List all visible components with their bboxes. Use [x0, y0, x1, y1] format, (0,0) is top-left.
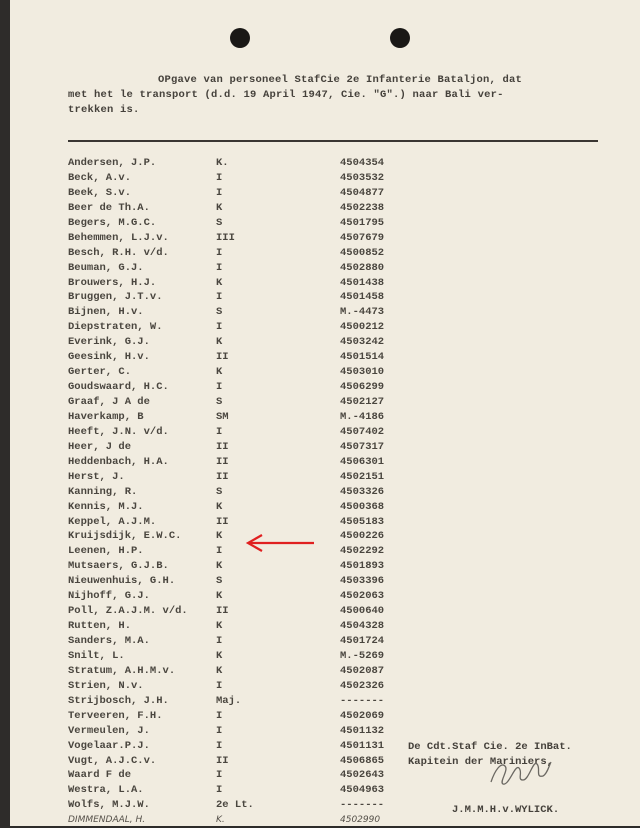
personnel-rank: I	[216, 171, 223, 184]
personnel-rank: K	[216, 649, 223, 662]
personnel-number: 4502127	[340, 396, 385, 408]
personnel-name: Beuman, G.J.	[68, 261, 144, 274]
personnel-rank: II	[216, 515, 229, 528]
personnel-name: Kennis, M.J.	[68, 500, 144, 513]
punch-hole	[390, 28, 410, 48]
personnel-number: 4501458	[340, 291, 385, 304]
personnel-rank: II	[216, 440, 229, 453]
heading-line: met het le transport (d.d. 19 April 1947, Cie. "G".) naar Bali ver-	[68, 89, 504, 101]
personnel-rank: S	[216, 485, 223, 498]
personnel-name: Heer, J de	[68, 440, 132, 453]
personnel-rank: K.	[216, 157, 229, 169]
personnel-number: 4502063	[340, 590, 385, 603]
personnel-name: Bruggen, J.T.v.	[68, 291, 163, 304]
horizontal-rule	[68, 140, 598, 142]
personnel-number: 4501724	[340, 635, 385, 647]
personnel-rank: I	[216, 381, 223, 394]
personnel-name: Westra, L.A.	[68, 784, 144, 797]
personnel-name: Beck, A.v.	[68, 171, 132, 184]
personnel-rank: Maj.	[216, 694, 242, 707]
personnel-number: 4505183	[340, 515, 385, 528]
personnel-rank: II	[216, 351, 229, 364]
personnel-number: 4502326	[340, 679, 385, 692]
personnel-name: Geesink, H.v.	[68, 351, 150, 364]
personnel-rank: I	[216, 784, 223, 797]
personnel-name: Besch, R.H. v/d.	[68, 246, 169, 259]
personnel-number: 4502151	[340, 470, 385, 483]
personnel-rank: K	[216, 620, 223, 633]
personnel-number: M.-4473	[340, 306, 385, 319]
personnel-name: Leenen, H.P.	[68, 545, 144, 558]
personnel-name: Everink, G.J.	[68, 336, 150, 349]
heading-line: OPgave van personeel StafCie 2e Infanterie Bataljon, dat	[158, 74, 523, 86]
personnel-number: 4503326	[340, 485, 385, 498]
personnel-name: Behemmen, L.J.v.	[68, 231, 169, 244]
personnel-name: Rutten, H.	[68, 620, 132, 633]
personnel-number: 4501132	[340, 724, 385, 737]
personnel-number: 4503010	[340, 366, 385, 379]
personnel-rank: K	[216, 560, 223, 573]
personnel-rank: III	[216, 231, 235, 244]
document-page	[10, 0, 640, 826]
document-heading	[68, 73, 608, 118]
personnel-rank: K	[216, 590, 223, 603]
personnel-name: Sanders, M.A.	[68, 635, 150, 647]
personnel-number: 4507317	[340, 440, 385, 453]
personnel-number: M.-4186	[340, 410, 385, 423]
personnel-name: Strien, N.v.	[68, 679, 144, 692]
red-arrow-icon	[242, 533, 322, 553]
personnel-name: Diepstraten, W.	[68, 321, 163, 334]
personnel-number: 4501893	[340, 560, 385, 573]
personnel-name: DIMMENDAAL, H.	[68, 815, 146, 826]
personnel-rank: K	[216, 201, 223, 214]
personnel-rank: I	[216, 545, 223, 558]
personnel-name: Begers, M.G.C.	[68, 216, 157, 229]
personnel-rank: I	[216, 769, 223, 782]
personnel-name: Terveeren, F.H.	[68, 709, 163, 722]
personnel-name: Mutsaers, G.J.B.	[68, 560, 169, 573]
signature-line: De Cdt.Staf Cie. 2e InBat.	[408, 741, 572, 753]
personnel-name: Vermeulen, J.	[68, 724, 150, 737]
personnel-number: 4507402	[340, 425, 385, 438]
personnel-rank: S	[216, 306, 223, 319]
personnel-rank: I	[216, 186, 223, 199]
personnel-rank: I	[216, 635, 223, 647]
personnel-rank: S	[216, 575, 223, 588]
personnel-rank: I	[216, 321, 223, 334]
personnel-number: 4501795	[340, 216, 385, 229]
personnel-rank: II	[216, 605, 229, 618]
personnel-rank: K.	[216, 815, 225, 826]
personnel-name: Goudswaard, H.C.	[68, 381, 169, 394]
signature-line: Kapitein der Mariniers,	[408, 756, 553, 768]
personnel-number: 4506299	[340, 381, 385, 394]
personnel-number: 4500226	[340, 530, 385, 543]
personnel-rank: S	[216, 216, 223, 229]
personnel-rank: II	[216, 754, 229, 767]
handwritten-signature	[485, 752, 555, 792]
punch-hole	[230, 28, 250, 48]
personnel-rank: I	[216, 291, 223, 304]
personnel-number: 4502087	[340, 664, 385, 677]
personnel-name: Herst, J.	[68, 470, 125, 483]
personnel-number: 4506301	[340, 455, 385, 468]
personnel-number: 4500852	[340, 246, 385, 259]
personnel-rank: SM	[216, 410, 229, 423]
personnel-number: 4502238	[340, 201, 385, 214]
heading-line: trekken is.	[68, 104, 140, 116]
personnel-name: Heeft, J.N. v/d.	[68, 425, 169, 438]
personnel-name: Brouwers, H.J.	[68, 276, 157, 289]
personnel-rank: K	[216, 276, 223, 289]
personnel-rank: K	[216, 500, 223, 513]
personnel-name: Haverkamp, B	[68, 410, 144, 423]
personnel-name: Waard F de	[68, 769, 132, 782]
personnel-rank: K	[216, 664, 223, 677]
personnel-number: 4506865	[340, 754, 385, 767]
personnel-number: 4507679	[340, 231, 385, 244]
personnel-rank: I	[216, 679, 223, 692]
personnel-rank: I	[216, 425, 223, 438]
personnel-rank: I	[216, 739, 223, 752]
personnel-name: Kanning, R.	[68, 485, 138, 498]
personnel-name: Beek, S.v.	[68, 186, 132, 199]
personnel-number: 4501131	[340, 739, 385, 752]
personnel-rank: S	[216, 396, 223, 408]
personnel-name: Nijhoff, G.J.	[68, 590, 150, 603]
personnel-number: 4500640	[340, 605, 385, 618]
personnel-name: Gerter, C.	[68, 366, 132, 379]
personnel-name: Wolfs, M.J.W.	[68, 799, 150, 812]
personnel-number: 4502990	[340, 815, 381, 826]
personnel-rank: K	[216, 366, 223, 379]
personnel-number: 4503242	[340, 336, 385, 349]
personnel-number: 4502292	[340, 545, 385, 558]
personnel-name: Bijnen, H.v.	[68, 306, 144, 319]
personnel-number: 4500368	[340, 500, 385, 513]
personnel-name: Snilt, L.	[68, 649, 125, 662]
personnel-number: 4503532	[340, 171, 385, 184]
personnel-name: Strijbosch, J.H.	[68, 694, 169, 707]
personnel-name: Heddenbach, H.A.	[68, 455, 169, 468]
personnel-number: 4501438	[340, 276, 385, 289]
personnel-number: 4501514	[340, 351, 385, 364]
personnel-name: Keppel, A.J.M.	[68, 515, 157, 528]
personnel-number: 4500212	[340, 321, 385, 334]
personnel-rank: I	[216, 246, 223, 259]
personnel-name: Vugt, A.J.C.v.	[68, 754, 157, 767]
personnel-number: 4504354	[340, 157, 385, 169]
personnel-name: Kruijsdijk, E.W.C.	[68, 530, 182, 543]
personnel-rank: K	[216, 530, 223, 543]
officer-name: J.M.M.H.v.WYLICK.	[452, 804, 560, 816]
personnel-name: Nieuwenhuis, G.H.	[68, 575, 176, 588]
personnel-number: -------	[340, 799, 385, 812]
personnel-rank: I	[216, 709, 223, 722]
personnel-name: Beer de Th.A.	[68, 201, 150, 214]
personnel-number: 4502069	[340, 709, 385, 722]
personnel-name: Graaf, J A de	[68, 396, 150, 408]
personnel-rank: K	[216, 336, 223, 349]
personnel-rank: 2e Lt.	[216, 799, 254, 812]
personnel-name: Stratum, A.H.M.v.	[68, 664, 176, 677]
personnel-rank: II	[216, 455, 229, 468]
personnel-number: 4503396	[340, 575, 385, 588]
personnel-rank: II	[216, 470, 229, 483]
personnel-number: 4504963	[340, 784, 385, 797]
personnel-rank: I	[216, 724, 223, 737]
personnel-number: M.-5269	[340, 649, 385, 662]
personnel-number: 4504877	[340, 186, 385, 199]
personnel-name: Poll, Z.A.J.M. v/d.	[68, 605, 188, 618]
personnel-number: 4502643	[340, 769, 385, 782]
personnel-number: 4504328	[340, 620, 385, 633]
personnel-number: -------	[340, 694, 385, 707]
personnel-name: Vogelaar.P.J.	[68, 739, 150, 752]
personnel-number: 4502880	[340, 261, 385, 274]
personnel-rank: I	[216, 261, 223, 274]
personnel-name: Andersen, J.P.	[68, 157, 157, 169]
